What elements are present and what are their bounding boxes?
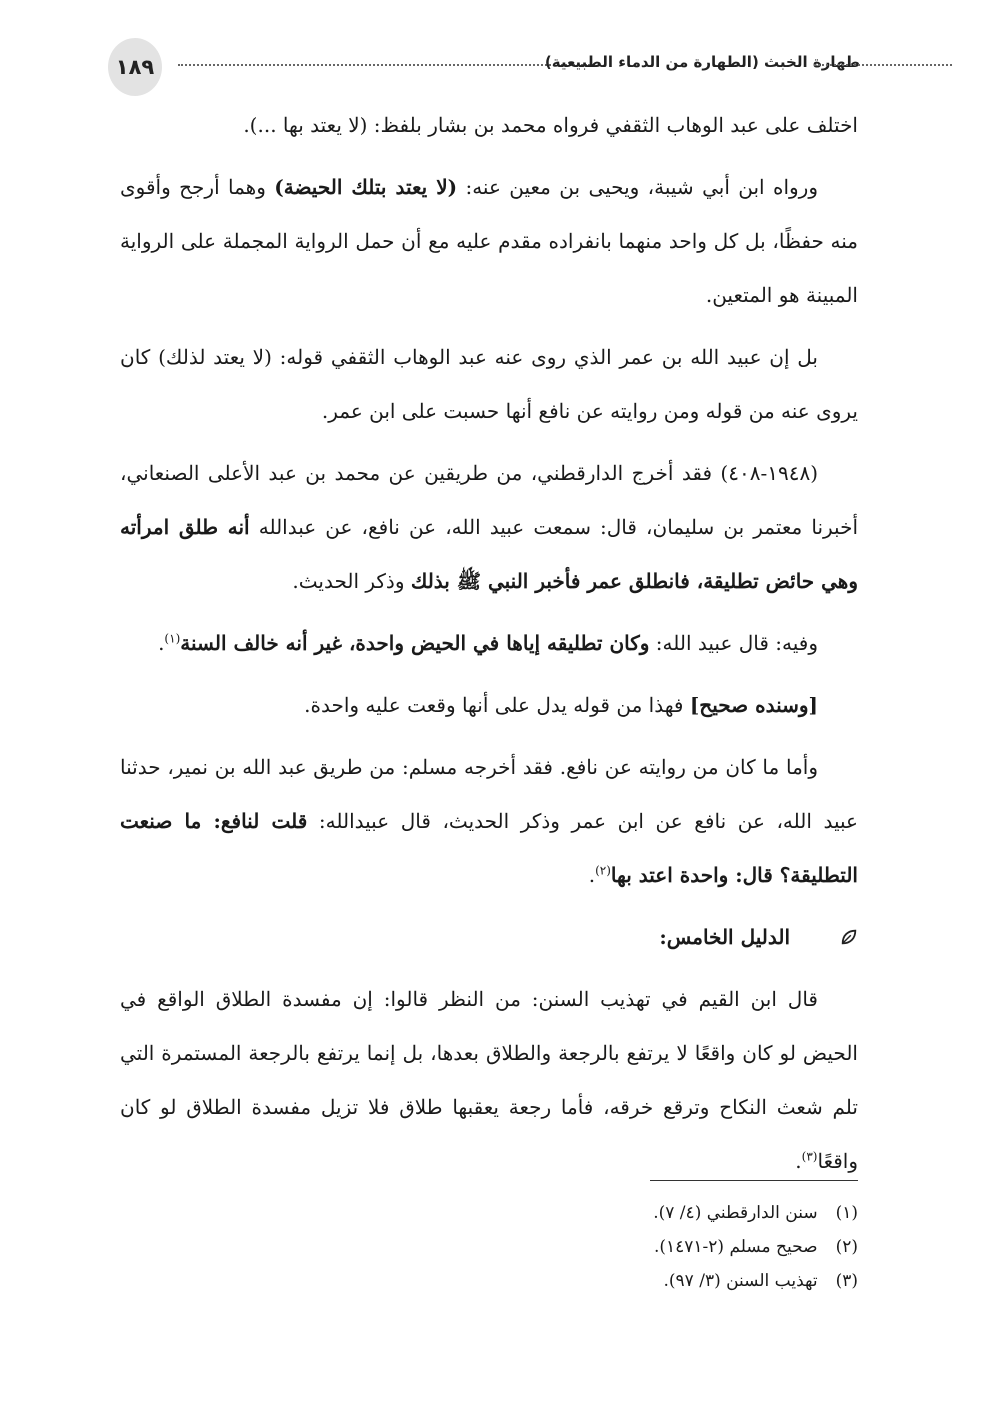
heading-text: الدليل الخامس:	[659, 925, 790, 949]
paragraph-5	[120, 616, 858, 670]
paragraph-6	[120, 678, 858, 732]
footnote-item	[458, 1196, 858, 1230]
text-run: فهذا من قوله يدل على أنها وقعت عليه واحدة.	[304, 693, 690, 717]
bold-quote: قلت لنافع: ما صنعت التطليقة؟ قال: واحدة اعتد بها	[120, 809, 858, 887]
bold-hadith: أنه طلق امرأته وهي حائض تطليقة، فانطلق عمر فأخبر النبي ﷺ بذلك	[120, 515, 858, 593]
footnote-text: تهذيب السنن (٣/ ٩٧).	[663, 1271, 818, 1291]
paragraph-2	[120, 160, 858, 322]
footnote-text: سنن الدارقطني (٤/ ٧).	[653, 1203, 818, 1223]
text-run: (١٩٤٨-٤٠٨) فقد أخرج الدارقطني، من طريقين عن محمد بن عبد الأعلى الصنعاني، أخبرنا معتمر بن سليمان، قال: سمعت عبيد الله، عن نافع، عن عبدالله	[120, 461, 858, 539]
bold-quote: وكان تطليقه إياها في الحيض واحدة، غير أنه خالف السنة	[180, 631, 650, 655]
text-run: وفيه: قال عبيد الله:	[649, 631, 818, 655]
footnote-number: (١)	[835, 1203, 858, 1223]
footnote-ref[interactable]: (٢)	[595, 863, 611, 878]
paragraph-1: اختلف على عبد الوهاب الثقفي فرواه محمد بن بشار بلفظ: (لا يعتد بها ...).	[243, 113, 858, 137]
footnote-text: صحيح مسلم (٢-١٤٧١).	[653, 1237, 818, 1257]
grading: [وسنده صحيح]	[689, 693, 818, 717]
paragraph-8	[120, 972, 858, 1188]
footnote-number: (٣)	[835, 1271, 858, 1291]
paragraph-4	[120, 446, 858, 608]
paragraph-3: بل إن عبيد الله بن عمر الذي روى عنه عبد الوهاب الثقفي قوله: (لا يعتد لذلك) كان يروى عنه من قوله ومن روايته عن نافع أنها حسبت على ابن عمر.	[120, 345, 858, 423]
footnotes	[458, 1196, 858, 1298]
main-text	[120, 98, 858, 1196]
paragraph-7	[120, 740, 858, 902]
text-run: ورواه ابن أبي شيبة، ويحيى بن معين عنه:	[457, 175, 818, 199]
page-header	[108, 38, 860, 96]
page-number: ١٨٩	[108, 38, 162, 96]
text-run: وهما أرجح وأقوى منه حفظًا، بل كل واحد منهما بانفراده مقدم عليه مع أن حمل الرواية المجملة على الرواية المبينة هو المتعين.	[120, 175, 858, 307]
footnote-item	[458, 1230, 858, 1264]
bold-quote: (لا يعتد بتلك الحيضة)	[274, 175, 458, 199]
text-run: .	[588, 863, 596, 887]
running-title: طهارة الخبث (الطهارة من الدماء الطبيعية)	[544, 53, 860, 71]
footnote-ref[interactable]: (٣)	[801, 1149, 818, 1164]
leader-dots-right	[814, 56, 952, 66]
footnote-number: (٢)	[835, 1237, 858, 1257]
text-run: وأما ما كان من روايته عن نافع. فقد أخرجه مسلم: من طريق عبد الله بن نمير، حدثنا عبيد الله، عن نافع عن ابن عمر وذكر الحديث، قال عبيدالله:	[120, 755, 858, 833]
footnote-item	[458, 1264, 858, 1298]
text-run: .	[158, 631, 165, 655]
text-run: قال ابن القيم في تهذيب السنن: من النظر قالوا: إن مفسدة الطلاق الواقع في الحيض لو كان واقعًا لا يرتفع بالرجعة والطلاق بعدها، بل إنما يرتفع بالرجعة المستمرة التي تلم شعث النكاح وترقع خرقه، فأما رجعة يعقبها طلاق فلا تزيل مفسدة الطلاق لو كان واقعًا	[120, 987, 858, 1173]
footnote-divider	[650, 1180, 858, 1181]
section-heading	[120, 910, 858, 964]
leader-dots	[178, 56, 590, 66]
leaf-icon	[840, 928, 858, 946]
text-run: وذكر الحديث.	[292, 569, 411, 593]
footnote-ref[interactable]: (١)	[164, 631, 181, 646]
text-run: .	[795, 1149, 802, 1173]
